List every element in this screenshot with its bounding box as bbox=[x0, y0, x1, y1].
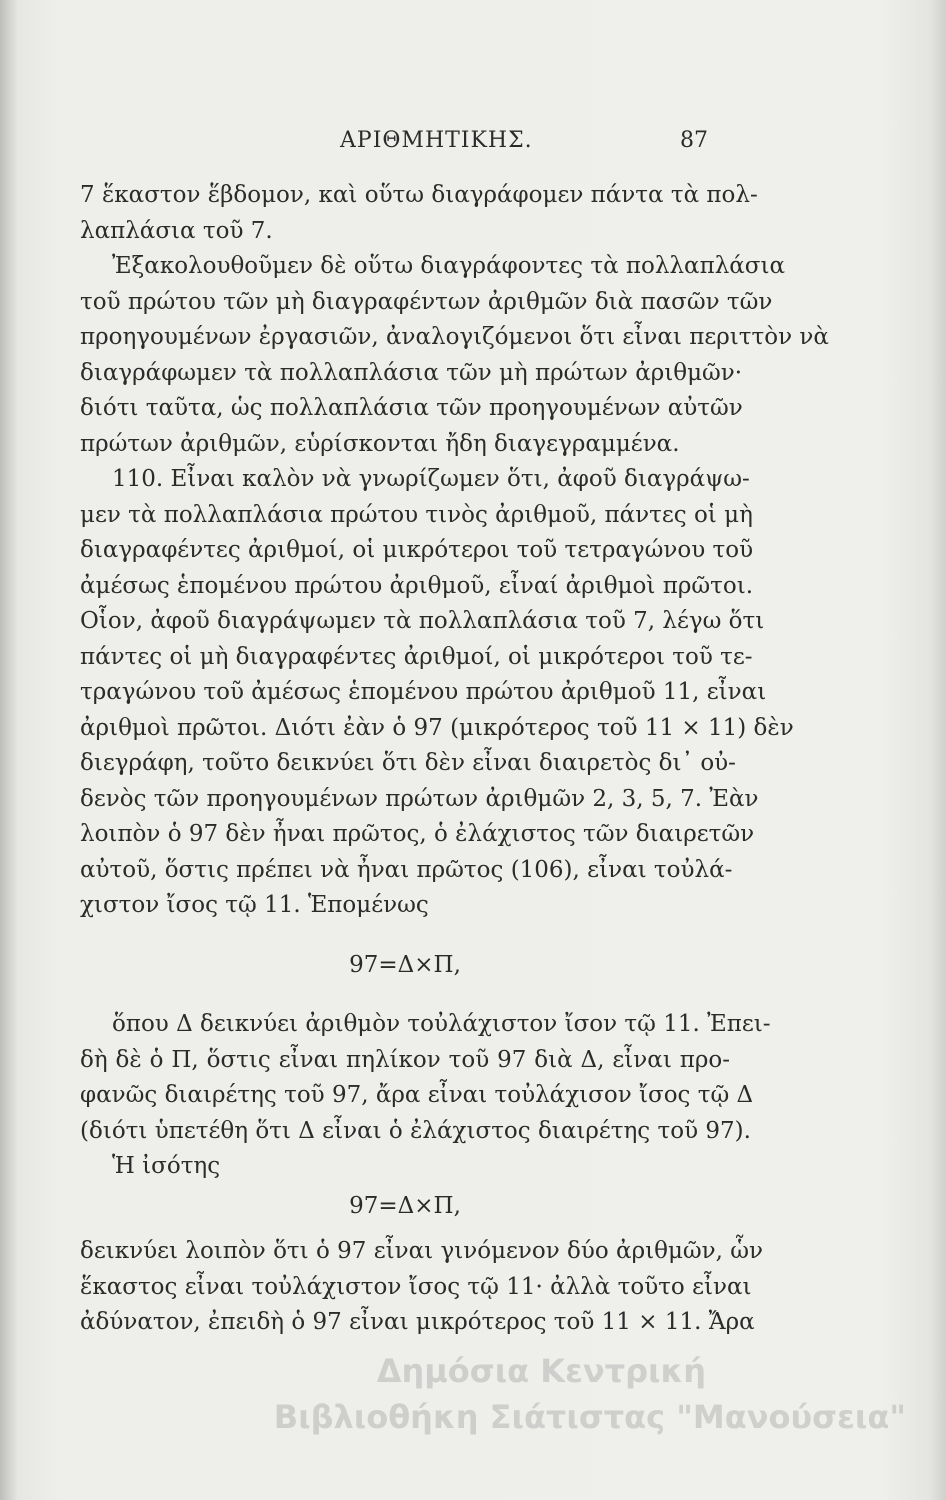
page-number: 87 bbox=[680, 128, 708, 153]
library-watermark bbox=[274, 1348, 906, 1440]
equation: 97=Δ×Π, bbox=[349, 951, 461, 978]
text-line: μεν τὰ πολλαπλάσια πρώτου τινὸς ἀριθμοῦ, πάντες οἱ μὴ bbox=[80, 501, 753, 528]
text-line: διαγράφωμεν τὰ πολλαπλάσια τῶν μὴ πρώτων ἀριθμῶν· bbox=[80, 359, 743, 386]
text-line: ἕκαστος εἶναι τοὐλάχιστον ἴσος τῷ 11· ἀλλὰ τοῦτο εἶναι bbox=[80, 1273, 752, 1300]
text-line: αὐτοῦ, ὅστις πρέπει νὰ ἦναι πρῶτος (106), εἶναι τοὐλά- bbox=[80, 856, 733, 883]
text-line: ἀδύνατον, ἐπειδὴ ὁ 97 εἶναι μικρότερος τοῦ 11 × 11. Ἄρα bbox=[80, 1309, 755, 1335]
text-line: (διότι ὑπετέθη ὅτι Δ εἶναι ὁ ἐλάχιστος διαιρέτης τοῦ 97). bbox=[80, 1117, 751, 1144]
text-line: φανῶς διαιρέτης τοῦ 97, ἄρα εἶναι τοὐλάχισον ἴσος τῷ Δ bbox=[80, 1082, 754, 1108]
text-line: ἀριθμοὶ πρῶτοι. Διότι ἐὰν ὁ 97 (μικρότερος τοῦ 11 × 11) δὲν bbox=[80, 714, 794, 741]
text-line: λαπλάσια τοῦ 7. bbox=[80, 217, 273, 244]
text-line: πάντες οἱ μὴ διαγραφέντες ἀριθμοί, οἱ μικρότεροι τοῦ τε- bbox=[80, 643, 753, 670]
text-line: χιστον ἴσος τῷ 11. Ἑπομένως bbox=[80, 892, 429, 918]
text-line: διαγραφέντες ἀριθμοί, οἱ μικρότεροι τοῦ τετραγώνου τοῦ bbox=[80, 537, 754, 563]
text-line: πρώτων ἀριθμῶν, εὑρίσκονται ἤδη διαγεγραμμένα. bbox=[80, 430, 680, 457]
text-line: Ἐξακολουθοῦμεν δὲ οὕτω διαγράφοντες τὰ πολλαπλάσια bbox=[112, 253, 786, 279]
equation: 97=Δ×Π, bbox=[349, 1192, 461, 1219]
text-line: 7 ἕκαστον ἕβδομον, καὶ οὕτω διαγράφομεν πάντα τὰ πολ- bbox=[80, 182, 758, 208]
text-line: Ἡ ἰσότης bbox=[112, 1153, 221, 1179]
text-line: προηγουμένων ἐργασιῶν, ἀναλογιζόμενοι ὅτι εἶναι περιττὸν νὰ bbox=[80, 324, 829, 350]
text-line: διεγράφη, τοῦτο δεικνύει ὅτι δὲν εἶναι διαιρετὸς δι᾽ οὐ- bbox=[80, 750, 736, 776]
watermark-line: Δημόσια Κεντρική bbox=[376, 1352, 706, 1390]
text-line: 110. Εἶναι καλὸν νὰ γνωρίζωμεν ὅτι, ἀφοῦ διαγράψω- bbox=[112, 466, 750, 492]
text-line: λοιπὸν ὁ 97 δὲν ἦναι πρῶτος, ὁ ἐλάχιστος τῶν διαιρετῶν bbox=[80, 821, 755, 847]
text-line: τοῦ πρώτου τῶν μὴ διαγραφέντων ἀριθμῶν διὰ πασῶν τῶν bbox=[80, 288, 773, 315]
text-line: δεικνύει λοιπὸν ὅτι ὁ 97 εἶναι γινόμενον δύο ἀριθμῶν, ὧν bbox=[80, 1238, 764, 1264]
text-line: δὴ δὲ ὁ Π, ὅστις εἶναι πηλίκον τοῦ 97 διὰ Δ, εἶναι προ- bbox=[80, 1046, 730, 1073]
text-line: Οἷον, ἀφοῦ διαγράψωμεν τὰ πολλαπλάσια τοῦ 7, λέγω ὅτι bbox=[80, 608, 765, 634]
text-line: διότι ταῦτα, ὡς πολλαπλάσια τῶν προηγουμένων αὐτῶν bbox=[80, 395, 743, 421]
running-head bbox=[0, 128, 946, 158]
text-line: τραγώνου τοῦ ἀμέσως ἑπομένου πρώτου ἀριθμοῦ 11, εἶναι bbox=[80, 679, 767, 705]
text-line: δενὸς τῶν προηγουμένων πρώτων ἀριθμῶν 2, 3, 5, 7. Ἐὰν bbox=[80, 785, 759, 812]
watermark-line: Βιβλιοθήκη Σιάτιστας "Μανούσεια" bbox=[273, 1398, 906, 1436]
text-line: ἀμέσως ἑπομένου πρώτου ἀριθμοῦ, εἶναί ἀριθμοὶ πρῶτοι. bbox=[80, 572, 754, 599]
running-title: ΑΡΙΘΜΗΤΙΚΗΣ. bbox=[340, 128, 533, 153]
text-line: ὅπου Δ δεικνύει ἀριθμὸν τοὐλάχιστον ἴσον τῷ 11. Ἐπει- bbox=[112, 1011, 771, 1037]
body-text bbox=[80, 178, 829, 1341]
